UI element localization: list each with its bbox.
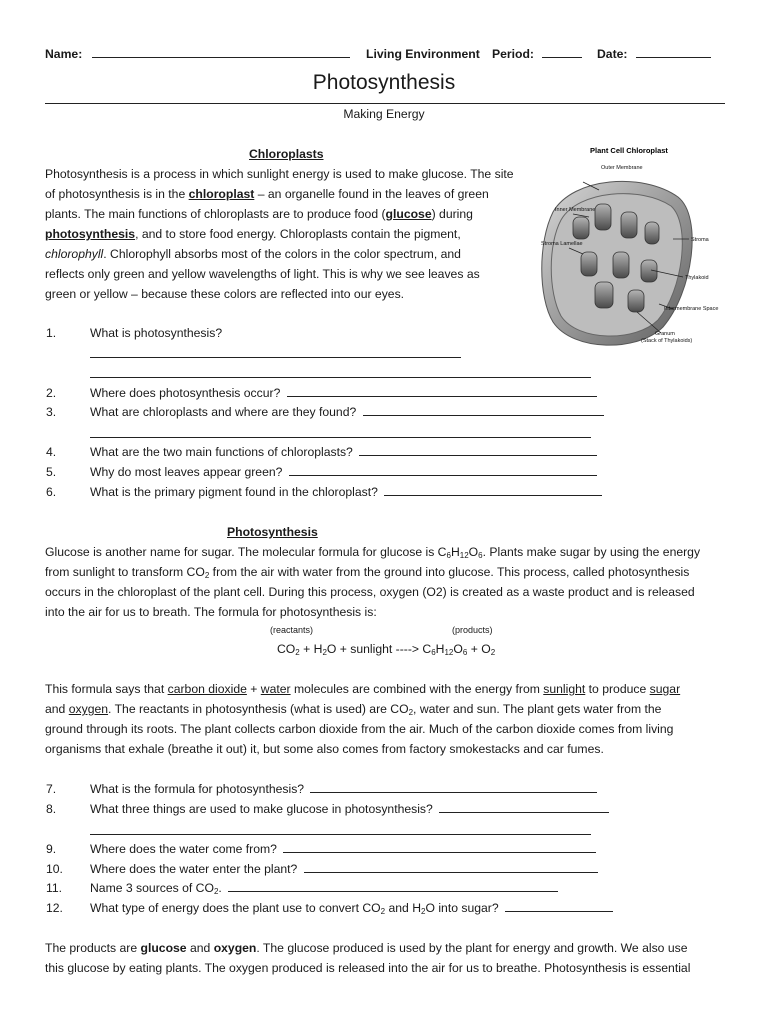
question-1: 1. What is photosynthesis? xyxy=(46,326,223,340)
period-label: Period: xyxy=(492,47,534,61)
question-10: 10. Where does the water enter the plant? xyxy=(46,859,598,879)
p1-line-1: Glucose is another name for sugar. The molecular formula for glucose is $C_6H_{12}O_6$. Plants make sugar by using the energy xyxy=(45,545,701,560)
answer-6[interactable] xyxy=(384,484,602,496)
products-paragraph: The products are glucose and oxygen. The glucose produced is used by the plant for energy and growth. We also use this glucose by eating plants. The oxygen produced is released into the air for us to breathe. Photosynthesis is essential xyxy=(45,941,691,975)
chloroplasts-paragraph: Photosynthesis is a process in which sunlight energy is used to make glucose. The site of photosynthesis is in the chloroplast – an organelle found in the leaves of green plants. The main functions of chloroplasts are to produce food (glucose) during photosynthesis, and to store food energy. Chloroplasts contain the pigment, chlorophyll. Chlorophyll absorbs most of the colors in the color spectrum, and reflects only green and yellow wavelengths of light. This is why we see leaves as green or yellow – because these colors are reflected into our eyes. xyxy=(45,164,514,304)
label-inner-membrane: Inner Membrane xyxy=(555,207,596,213)
answer-9[interactable] xyxy=(283,841,596,853)
photosynthesis-paragraph-1 xyxy=(45,542,700,622)
term-photosynthesis: photosynthesis xyxy=(45,227,136,241)
answer-5[interactable] xyxy=(289,464,597,476)
answer-4[interactable] xyxy=(359,444,597,456)
label-stroma: Stroma xyxy=(691,237,709,243)
term-oxygen: oxygen xyxy=(68,702,109,716)
photosynthesis-formula: $CO_2 + H_2O$ + sunlight ----> $C_6H_{12}O_6 + O_2$ xyxy=(277,642,496,657)
name-label: Name: xyxy=(45,47,83,61)
page-title: Photosynthesis xyxy=(312,71,456,94)
date-label: Date: xyxy=(597,47,628,61)
period-blank[interactable] xyxy=(542,46,582,58)
p1-line-4: into the air for us to breath. The formula for photosynthesis is: xyxy=(45,605,377,619)
label-outer-membrane: Outer Membrane xyxy=(601,165,643,171)
reactants-label: (reactants) xyxy=(270,625,314,635)
photosynthesis-paragraph-2: This formula says that carbon dioxide + water molecules are combined with the energy from sunlight to produce sugar and oxygen. The reactants in photosynthesis (what is used) are $CO_2$, water and sun. The plant gets water from the ground through its roots. The plant collects carbon dioxide from the air. Much of the carbon dioxide comes from living organisms that exhale (breathe it out) it, but some also comes from factory smokestacks and car fumes. xyxy=(45,682,681,756)
term-glucose-bold: glucose xyxy=(140,941,187,955)
term-sunlight: sunlight xyxy=(543,682,586,696)
question-4: 4. What are the two main functions of chloroplasts? xyxy=(46,442,597,462)
chloroplasts-heading: Chloroplasts xyxy=(249,147,324,161)
date-blank[interactable] xyxy=(636,46,711,58)
question-12: 12. What type of energy does the plant use to convert $CO_2$ and $H_2O$ into sugar? xyxy=(46,898,613,918)
question-8: 8. What three things are used to make glucose in photosynthesis? xyxy=(46,799,609,819)
answer-2[interactable] xyxy=(287,385,597,397)
label-granum: Granum xyxy=(655,331,675,337)
term-glucose: glucose xyxy=(385,207,432,221)
label-stroma-lamellae: Stroma Lamellae xyxy=(541,241,583,247)
term-chloroplast: chloroplast xyxy=(188,187,255,201)
chloroplast-diagram xyxy=(533,142,728,357)
answer-11[interactable] xyxy=(228,880,558,892)
term-sugar: sugar xyxy=(649,682,681,696)
question-11: 11. Name 3 sources of $CO_2$. xyxy=(46,878,558,898)
diagram-title: Plant Cell Chloroplast xyxy=(590,146,668,155)
answer-12[interactable] xyxy=(505,900,613,912)
question-9: 9. Where does the water come from? xyxy=(46,839,596,859)
answer-3-line-2[interactable] xyxy=(90,437,591,438)
label-thylakoid: Thylakoid xyxy=(685,275,709,281)
question-7: 7. What is the formula for photosynthesis? xyxy=(46,779,597,799)
answer-1-line-2[interactable] xyxy=(90,377,591,378)
label-intermembrane: Intermembrane Space xyxy=(664,306,719,312)
page-subtitle: Making Energy xyxy=(343,107,425,121)
name-blank[interactable] xyxy=(92,46,350,58)
question-5: 5. Why do most leaves appear green? xyxy=(46,462,597,482)
header-row xyxy=(45,44,350,64)
answer-1-line-1[interactable] xyxy=(90,357,461,358)
photosynthesis-heading: Photosynthesis xyxy=(227,525,318,539)
label-granum-sub: (Stack of Thylakoids) xyxy=(641,338,693,344)
products-label: (products) xyxy=(452,625,493,635)
chloro-line-1: Photosynthesis is a process in which sunlight energy is used to make glucose. The site xyxy=(45,167,514,181)
answer-10[interactable] xyxy=(304,861,598,873)
answer-8[interactable] xyxy=(439,801,609,813)
p1-line-3: occurs in the chloroplast of the plant cell. During this process, oxygen (O2) is created as a waste product and is released xyxy=(45,585,695,599)
question-6: 6. What is the primary pigment found in the chloroplast? xyxy=(46,482,602,502)
question-2: 2. Where does photosynthesis occur? xyxy=(46,383,597,403)
term-water: water xyxy=(260,682,291,696)
term-chlorophyll: chlorophyll xyxy=(45,247,104,261)
term-oxygen-bold: oxygen xyxy=(213,941,257,955)
course-label: Living Environment xyxy=(366,47,480,61)
p1-line-2: from sunlight to transform $CO_2$ from the air with water from the ground into glucose. This process, called photosynthesis xyxy=(45,565,690,580)
question-3: 3. What are chloroplasts and where are they found? xyxy=(46,402,604,422)
answer-7[interactable] xyxy=(310,781,597,793)
answer-3[interactable] xyxy=(363,404,604,416)
answer-8-line-2[interactable] xyxy=(90,834,591,835)
term-carbon-dioxide: carbon dioxide xyxy=(167,682,247,696)
